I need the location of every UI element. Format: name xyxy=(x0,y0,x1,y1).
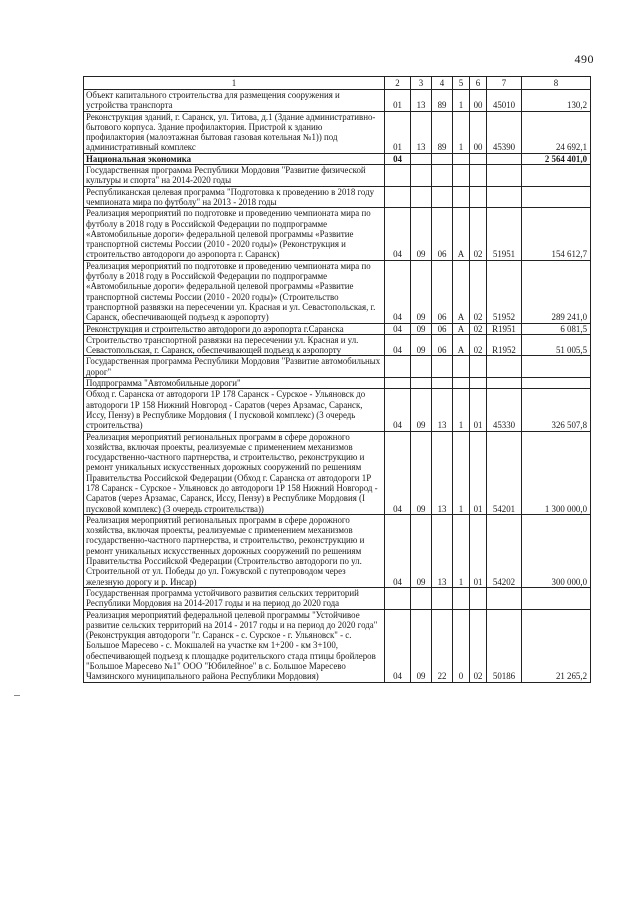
table-row xyxy=(84,514,591,587)
amount-cell: 326 507,8 xyxy=(522,389,591,431)
code-cell xyxy=(411,587,432,609)
code-cell: А xyxy=(453,208,470,260)
code-cell: 45010 xyxy=(487,90,522,112)
table-row xyxy=(84,334,591,356)
code-cell xyxy=(487,378,522,389)
amount-cell: 300 000,0 xyxy=(522,514,591,587)
code-cell xyxy=(470,165,487,187)
row-name-cell: Реализация мероприятий по подготовке и проведению чемпионата мира по футболу в 2018 году в Российской Федерации по подпрограмме «Автомобильные дороги» федеральной целевой программы «Развитие транспортной системы России (2010 - 2020 годы)» (Строительство транспортной развязки на пересечении ул. Красная и ул. Севастопольская, г. Саранск, обеспечивающей подъезд к аэропорту) xyxy=(84,260,385,323)
row-name-cell: Государственная программа Республики Мордовия "Развитие автомобильных дорог" xyxy=(84,356,385,378)
code-cell xyxy=(487,587,522,609)
code-cell xyxy=(470,378,487,389)
amount-cell: 51 005,5 xyxy=(522,334,591,356)
amount-cell: 289 241,0 xyxy=(522,260,591,323)
code-cell: 09 xyxy=(411,334,432,356)
margin-mark xyxy=(14,695,20,696)
column-header: 3 xyxy=(411,77,432,90)
table-row xyxy=(84,356,591,378)
code-cell: 51951 xyxy=(487,208,522,260)
row-name-cell: Реализация мероприятий региональных программ в сфере дорожного хозяйства, включая проекты, реализуемые с применением механизмов государственно-частного партнерства, и строительство, реконструкцию и ремонт уникальных искусственных дорожных сооружений по решениям Правительства Российской Федерации (Строительство автодороги по ул. Строительной от ул. Победы до ул. Гожувской с путепроводом через железную дорогу и р. Инсар) xyxy=(84,514,385,587)
code-cell: R1951 xyxy=(487,323,522,334)
code-cell: 04 xyxy=(385,208,411,260)
row-name-cell: Строительство транспортной развязки на пересечении ул. Красная и ул. Севастопольская, г. Саранск, обеспечивающей подъезд к аэропорту xyxy=(84,334,385,356)
row-name-cell: Реализация мероприятий по подготовке и проведению чемпионата мира по футболу в 2018 году в Российской Федерации по подпрограмме «Автомобильные дороги» федеральной целевой программы «Развитие транспортной системы России (2010 - 2020 годы)» (Реконструкция и строительство автодороги до аэропорта г. Саранск) xyxy=(84,208,385,260)
budget-table xyxy=(83,76,591,683)
table-row xyxy=(84,208,591,260)
amount-cell xyxy=(522,356,591,378)
code-cell: 06 xyxy=(432,323,453,334)
code-cell: 09 xyxy=(411,431,432,514)
table-body xyxy=(84,90,591,683)
code-cell: 04 xyxy=(385,323,411,334)
column-header: 8 xyxy=(522,77,591,90)
code-cell xyxy=(453,165,470,187)
code-cell: 02 xyxy=(470,334,487,356)
code-cell xyxy=(453,587,470,609)
code-cell: 51952 xyxy=(487,260,522,323)
table-row xyxy=(84,378,591,389)
code-cell xyxy=(470,153,487,164)
code-cell xyxy=(385,587,411,609)
amount-cell xyxy=(522,165,591,187)
code-cell xyxy=(487,186,522,208)
table-header-row xyxy=(84,77,591,90)
code-cell: 06 xyxy=(432,334,453,356)
code-cell: 09 xyxy=(411,208,432,260)
column-header: 5 xyxy=(453,77,470,90)
code-cell xyxy=(411,153,432,164)
code-cell xyxy=(453,186,470,208)
code-cell xyxy=(470,587,487,609)
table-row xyxy=(84,431,591,514)
code-cell: 50186 xyxy=(487,609,522,682)
column-header: 6 xyxy=(470,77,487,90)
code-cell: А xyxy=(453,260,470,323)
code-cell: 1 xyxy=(453,431,470,514)
code-cell: А xyxy=(453,334,470,356)
code-cell: 13 xyxy=(432,514,453,587)
code-cell xyxy=(385,378,411,389)
table-row xyxy=(84,260,591,323)
code-cell xyxy=(432,165,453,187)
code-cell xyxy=(432,378,453,389)
code-cell: 1 xyxy=(453,90,470,112)
code-cell: 01 xyxy=(470,431,487,514)
table-row xyxy=(84,609,591,682)
code-cell: R1952 xyxy=(487,334,522,356)
amount-cell: 130,2 xyxy=(522,90,591,112)
code-cell: 00 xyxy=(470,111,487,153)
code-cell: 13 xyxy=(411,90,432,112)
code-cell: 09 xyxy=(411,514,432,587)
code-cell xyxy=(411,165,432,187)
code-cell xyxy=(385,186,411,208)
column-header: 4 xyxy=(432,77,453,90)
code-cell: 09 xyxy=(411,323,432,334)
page-number: 490 xyxy=(574,52,594,66)
code-cell xyxy=(432,356,453,378)
table-row xyxy=(84,111,591,153)
code-cell xyxy=(411,356,432,378)
code-cell: 06 xyxy=(432,260,453,323)
amount-cell: 154 612,7 xyxy=(522,208,591,260)
code-cell: 02 xyxy=(470,260,487,323)
column-header: 2 xyxy=(385,77,411,90)
row-name-cell: Реализация мероприятий региональных программ в сфере дорожного хозяйства, включая проекты, реализуемые с применением механизмов государственно-частного партнерства, и строительство, реконструкцию и ремонт уникальных искусственных дорожных сооружений по решениям Правительства Российской Федерации (Обход г. Саранска от автодороги 1Р 178 Саранск - Сурское - Ульяновск до автодороги 1Р 158 Нижний Новгород - Саратов (через Арзамас, Саранск, Иссу, Пензу) в Республике Мордовия (I пусковой комплекс) (3 очередь строительства)) xyxy=(84,431,385,514)
code-cell: 45330 xyxy=(487,389,522,431)
table-row xyxy=(84,90,591,112)
code-cell: 13 xyxy=(432,389,453,431)
code-cell xyxy=(487,165,522,187)
row-name-cell: Подпрограмма "Автомобильные дороги" xyxy=(84,378,385,389)
amount-cell: 24 692,1 xyxy=(522,111,591,153)
code-cell: 04 xyxy=(385,431,411,514)
code-cell xyxy=(432,587,453,609)
code-cell xyxy=(453,356,470,378)
row-name-cell: Национальная экономика xyxy=(84,153,385,164)
row-name-cell: Реконструкция и строительство автодороги до аэропорта г.Саранска xyxy=(84,323,385,334)
code-cell xyxy=(470,356,487,378)
code-cell: 54202 xyxy=(487,514,522,587)
amount-cell: 1 300 000,0 xyxy=(522,431,591,514)
row-name-cell: Объект капитального строительства для размещения сооружения и устройства транспорта xyxy=(84,90,385,112)
row-name-cell: Реализация мероприятий федеральной целевой программы "Устойчивое развитие сельских территорий на 2014 - 2017 годы и на период до 2020 года" (Реконструкция автодороги "г. Саранск - с. Сурское - г. Ульяновск" - с. Большое Маресево - с. Мокшалей на участке км 1+200 - км 3+100, обеспечивающей подъезд к площадке родительского стада птицы бройлеров "Большое Маресево №1" ООО "Юбилейное" в с. Большое Маресево Чамзинского муниципального района Республики Мордовия) xyxy=(84,609,385,682)
code-cell: 02 xyxy=(470,609,487,682)
code-cell: 02 xyxy=(470,208,487,260)
code-cell: 09 xyxy=(411,609,432,682)
code-cell xyxy=(432,153,453,164)
code-cell: 06 xyxy=(432,208,453,260)
code-cell: 01 xyxy=(470,514,487,587)
row-name-cell: Государственная программа устойчивого развития сельских территорий Республики Мордовия на 2014-2017 годы и на период до 2020 года xyxy=(84,587,385,609)
column-header: 1 xyxy=(84,77,385,90)
code-cell: 13 xyxy=(432,431,453,514)
code-cell: 09 xyxy=(411,389,432,431)
amount-cell xyxy=(522,186,591,208)
code-cell: 89 xyxy=(432,111,453,153)
code-cell: 1 xyxy=(453,389,470,431)
code-cell xyxy=(411,186,432,208)
code-cell: 54201 xyxy=(487,431,522,514)
code-cell: 13 xyxy=(411,111,432,153)
amount-cell: 6 081,5 xyxy=(522,323,591,334)
code-cell xyxy=(432,186,453,208)
code-cell xyxy=(385,165,411,187)
code-cell: 1 xyxy=(453,514,470,587)
code-cell xyxy=(453,153,470,164)
code-cell: 04 xyxy=(385,334,411,356)
code-cell: 45390 xyxy=(487,111,522,153)
amount-cell: 2 564 401,0 xyxy=(522,153,591,164)
amount-cell: 21 265,2 xyxy=(522,609,591,682)
table-row xyxy=(84,389,591,431)
column-header: 7 xyxy=(487,77,522,90)
code-cell: А xyxy=(453,323,470,334)
table-row xyxy=(84,165,591,187)
table-row xyxy=(84,153,591,164)
code-cell: 01 xyxy=(470,389,487,431)
code-cell: 04 xyxy=(385,153,411,164)
code-cell: 04 xyxy=(385,389,411,431)
code-cell xyxy=(470,186,487,208)
code-cell: 01 xyxy=(385,111,411,153)
code-cell xyxy=(453,378,470,389)
code-cell: 22 xyxy=(432,609,453,682)
code-cell: 0 xyxy=(453,609,470,682)
code-cell xyxy=(487,153,522,164)
amount-cell xyxy=(522,587,591,609)
table-row xyxy=(84,323,591,334)
code-cell: 01 xyxy=(385,90,411,112)
code-cell: 04 xyxy=(385,260,411,323)
code-cell: 00 xyxy=(470,90,487,112)
row-name-cell: Реконструкция зданий, г. Саранск, ул. Титова, д.1 (Здание административно-бытового корпуса. Здание профилактория. Пристрой к зданию профилактория (малоэтажная бытовая газовая котельная №1)) под административный комплекс xyxy=(84,111,385,153)
table-row xyxy=(84,587,591,609)
row-name-cell: Государственная программа Республики Мордовия "Развитие физической культуры и спорта" на 2014-2020 годы xyxy=(84,165,385,187)
code-cell xyxy=(487,356,522,378)
code-cell xyxy=(385,356,411,378)
amount-cell xyxy=(522,378,591,389)
table-row xyxy=(84,186,591,208)
code-cell: 1 xyxy=(453,111,470,153)
code-cell: 09 xyxy=(411,260,432,323)
code-cell: 02 xyxy=(470,323,487,334)
code-cell xyxy=(411,378,432,389)
code-cell: 04 xyxy=(385,609,411,682)
row-name-cell: Республиканская целевая программа "Подготовка к проведению в 2018 году чемпионата мира по футболу" на 2013 - 2018 годы xyxy=(84,186,385,208)
code-cell: 04 xyxy=(385,514,411,587)
row-name-cell: Обход г. Саранска от автодороги 1Р 178 Саранск - Сурское - Ульяновск до автодороги 1Р 158 Нижний Новгород - Саратов (через Арзамас, Саранск, Иссу, Пензу) в Республике Мордовия ( I пусковой комплекс) (3 очередь строительства) xyxy=(84,389,385,431)
code-cell: 89 xyxy=(432,90,453,112)
